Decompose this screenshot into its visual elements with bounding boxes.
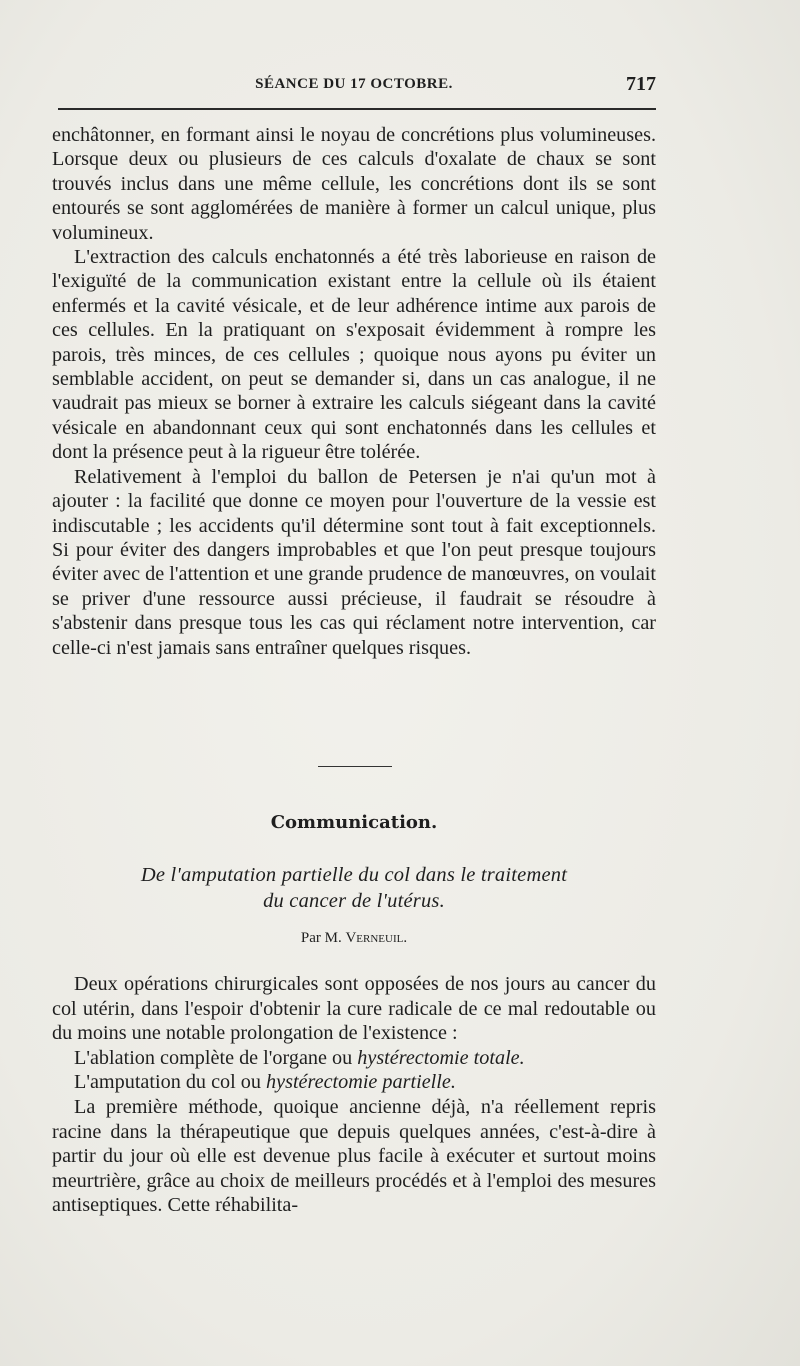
page-header [52, 73, 656, 100]
article-title-line-1: De l'amputation partielle du col dans le traitement [140, 864, 568, 886]
article-paragraph-3-emphasis: hystérectomie partielle. [266, 1071, 456, 1094]
paragraph-2: L'extraction des calculs enchatonnés a été très laborieuse en raison de l'exiguïté de la communication existant entre la cellule où ils étaient enfermés et la cavité vésicale, et de leur adhérence intime aux parois de ces cellules. En la pratiquant on s'exposait évidemment à rompre les parois, très minces, de ces cellules ; quoique nous ayons pu éviter un semblable accident, on peut se demander si, dans un cas analogue, il ne vaudrait pas mieux se borner à extraire les calculs siégeant dans la cavité vésicale en abandonnant ceux qui sont enchatonnés dans les cellules et dont la présence peut à la rigueur être tolérée. [52, 246, 656, 464]
article-paragraph-3-text: L'amputation du col ou [74, 1071, 267, 1094]
page-number: 717 [626, 73, 656, 95]
body-text-article [52, 972, 656, 1218]
article-paragraph-2-emphasis: hystérectomie totale. [357, 1046, 525, 1069]
paragraph-1: enchâtonner, en formant ainsi le noyau de concrétions plus volumineuses. Lorsque deux ou plusieurs de ces calculs d'oxalate de chaux se sont trouvés inclus dans une même cellule, les concrétions dont ils se sont entourés se sont agglomérées de manière à former un calcul unique, plus volumineux. [52, 124, 656, 244]
paragraph-3: Relativement à l'emploi du ballon de Petersen je n'ai qu'un mot à ajouter : la facilité que donne ce moyen pour l'ouverture de la vessie est indiscutable ; les accidents qu'il détermine sont tout à fait exceptionnels. Si pour éviter des dangers improbables et que l'on peut presque toujours éviter avec de l'attention et une grande prudence de manœuvres, on voulait se priver d'une ressource aussi précieuse, il faudrait se résoudre à s'abstenir dans presque tous les cas qui réclament notre intervention, car celle-ci n'est jamais sans entraîner quelques risques. [52, 465, 656, 659]
byline-author: Verneuil. [345, 930, 408, 946]
body-text-top [52, 123, 656, 660]
byline [52, 930, 656, 947]
section-title: Communication. [270, 812, 438, 833]
article-paragraph-1: Deux opérations chirurgicales sont opposées de nos jours au cancer du col utérin, dans l'espoir d'obtenir la cure radicale de ce mal redoutable ou du moins une notable prolongation de l'existence : [52, 973, 656, 1045]
article-paragraph-2-text: L'ablation complète de l'organe ou [74, 1046, 358, 1069]
byline-prefix: Par M. [300, 930, 342, 946]
article-title-line-2: du cancer de l'utérus. [263, 890, 445, 912]
header-rule [58, 108, 656, 110]
article-paragraph-4: La première méthode, quoique ancienne déjà, n'a réellement repris racine dans la thérapeutique que depuis quelques années, c'est-à-dire à partir du jour où elle est devenue plus facile à exécuter et surtout moins meurtrière, grâce au choix de meilleurs procédés et à l'emploi des mesures antiseptiques. Cette réhabilita- [52, 1095, 656, 1217]
article-title [52, 862, 656, 914]
section-separator [318, 766, 392, 767]
running-head: SÉANCE DU 17 OCTOBRE. [255, 76, 453, 92]
article-paragraph-3 [52, 1070, 656, 1095]
article-paragraph-2 [52, 1046, 656, 1071]
